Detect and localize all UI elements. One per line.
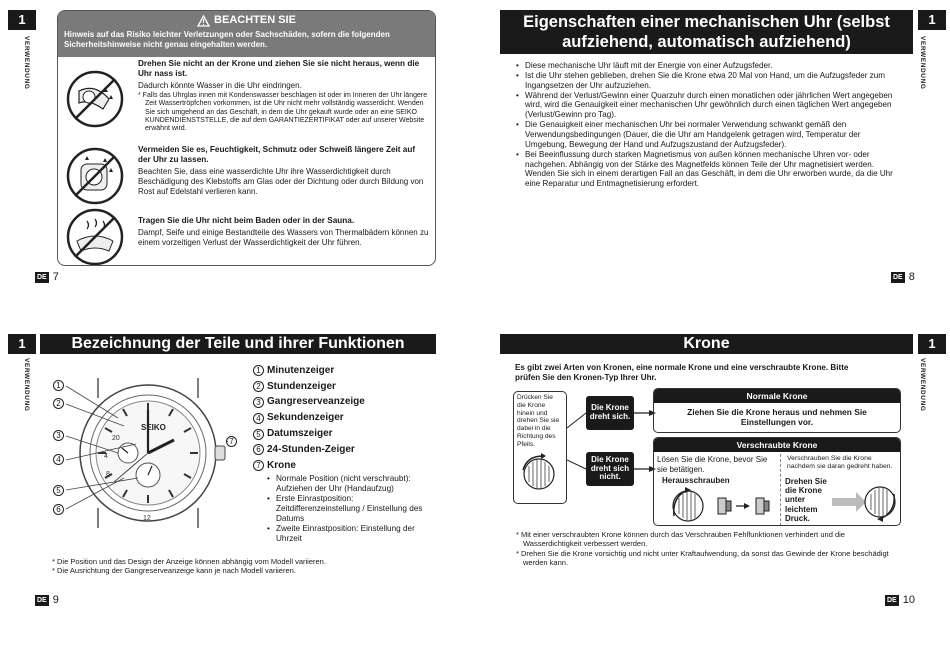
normal-crown-box bbox=[653, 388, 901, 433]
crown-turns-label: Die Krone dreht sich. bbox=[586, 396, 634, 430]
footnote: * Die Ausrichtung der Gangreserveanzeige kann je nach Modell variieren. bbox=[52, 566, 296, 576]
divider bbox=[780, 454, 781, 526]
page-number-8 bbox=[891, 271, 915, 284]
crown-rotate-icon bbox=[517, 452, 561, 492]
dial-number: 12 bbox=[143, 515, 151, 522]
page8-title: Eigenschaften einer mechanischen Uhr (selbst aufziehend, automatisch aufziehend) bbox=[500, 10, 913, 54]
callout-number: 5 bbox=[53, 485, 64, 496]
part-item bbox=[253, 458, 433, 474]
callout-number: 6 bbox=[53, 504, 64, 515]
callout-number: 2 bbox=[53, 398, 64, 409]
part-number: 2 bbox=[253, 381, 264, 392]
footnote: * Die Position und das Design der Anzeige können abhängig vom Modell variieren. bbox=[52, 557, 326, 566]
footnote: * Drehen Sie die Krone vorsichtig und nicht unter Kraftaufwendung, da sonst das Gewinde der Krone beschädigt werden kann. bbox=[516, 548, 889, 568]
dial-number: 20 bbox=[112, 435, 120, 442]
part-number: 7 bbox=[253, 460, 264, 471]
flow-arrows bbox=[567, 400, 657, 490]
watch-diagram bbox=[48, 378, 244, 528]
screw-label: Drehen Sie die Krone unter leichtem Druck. bbox=[785, 477, 827, 523]
side-label: VERWENDUNG bbox=[918, 358, 926, 412]
section-number: 1 bbox=[918, 10, 946, 30]
part-label: Datumszeiger bbox=[267, 427, 333, 439]
part-item bbox=[253, 442, 433, 458]
bullet-item: • Ist die Uhr stehen geblieben, drehen Sie die Krone etwa 20 Mal von Hand, um die Aufzugsfeder zum Ingangsetzen der Uhr aufzuziehen. bbox=[516, 71, 904, 91]
warning-item-heading: Drehen Sie nicht an der Krone und ziehen Sie sie nicht heraus, wenn die Uhr nass ist. bbox=[138, 59, 420, 78]
part-item bbox=[253, 426, 433, 442]
side-label: VERWENDUNG bbox=[918, 36, 926, 90]
sweat-icon bbox=[65, 146, 125, 206]
warning-box bbox=[57, 10, 436, 266]
crown-position-item: • Erste Einrastposition: Zeitdifferenzeinstellung / Einstellung des Datums bbox=[267, 494, 433, 524]
part-label: Sekundenzeiger bbox=[267, 412, 344, 424]
warning-item-text: Dampf, Seife und einige Bestandteile des Wassers von Thermalbädern können zu einem vorzeitigen Verlust der Wasserdichtigkeit der Uhr führen. bbox=[138, 228, 429, 247]
crown-position-item: • Zweite Einrastposition: Einstellung der Uhrzeit bbox=[267, 524, 433, 544]
crown-intro: Es gibt zwei Arten von Kronen, eine normale Krone und eine verschraubte Krone. Bitte prüfen Sie den Kronen-Typ Ihrer Uhr. bbox=[515, 363, 849, 382]
crown-position-list bbox=[253, 474, 433, 544]
crown-position-item: • Normale Position (nicht verschraubt): Aufziehen der Uhr (Handaufzug) bbox=[267, 474, 433, 494]
dial-brand: SEIKO bbox=[141, 423, 166, 432]
part-label: Krone bbox=[267, 459, 296, 471]
parts-list bbox=[253, 363, 433, 544]
screw-crown-box bbox=[653, 437, 901, 526]
part-item bbox=[253, 395, 433, 411]
part-label: Stundenzeiger bbox=[267, 380, 336, 392]
warning-title bbox=[64, 14, 429, 27]
callout-number: 3 bbox=[53, 430, 64, 441]
part-label: Minutenzeiger bbox=[267, 364, 335, 376]
side-label: VERWENDUNG bbox=[22, 358, 30, 412]
bath-icon bbox=[65, 207, 125, 266]
page-number-text: 7 bbox=[52, 271, 59, 283]
part-number: 3 bbox=[253, 397, 264, 408]
callout-number: 4 bbox=[53, 454, 64, 465]
warning-item-heading: Tragen Sie die Uhr nicht beim Baden oder in der Sauna. bbox=[138, 216, 355, 225]
normal-crown-title: Normale Krone bbox=[654, 389, 900, 403]
section-number: 1 bbox=[918, 334, 946, 354]
normal-crown-text: Ziehen Sie die Krone heraus und nehmen Sie Einstellungen vor. bbox=[687, 407, 867, 428]
wet-crown-icon bbox=[65, 69, 125, 129]
unscrew-label: Herausschrauben bbox=[662, 476, 730, 485]
dial-number: 4 bbox=[104, 453, 108, 460]
part-label: Gangreserveanzeige bbox=[267, 396, 365, 408]
warning-item-text: Dadurch könnte Wasser in die Uhr eindringen. bbox=[138, 81, 302, 90]
page10-footnotes bbox=[516, 530, 901, 568]
bullet-item: • Diese mechanische Uhr läuft mit der Energie von einer Aufzugsfeder. bbox=[516, 61, 904, 71]
page9-footnotes bbox=[52, 557, 432, 576]
unscrew-text: Lösen Sie die Krone, bevor Sie sie betätigen. bbox=[657, 455, 768, 474]
page-number-9 bbox=[35, 594, 59, 607]
language-badge: DE bbox=[887, 597, 897, 605]
screw-crown-icon bbox=[830, 480, 898, 524]
page-number-text: 10 bbox=[902, 594, 915, 606]
screw-text: Verschrauben Sie die Krone nachdem sie daran gedreht haben. bbox=[787, 455, 893, 471]
page10-title: Krone bbox=[500, 334, 913, 354]
warning-item-note: * Falls das Uhrglas innen mit Kondenswasser beschlagen ist oder im Inneren der Uhr längere Zeit Wassertröpfchen vorkommen, ist die Uhr nicht mehr vollständig wasserdicht. Wenden Sie sich umgehend an das Geschäft, in dem die Uhr gekauft wurde oder an eine SEIKO KUNDENDIENSTSTELLE, die auf dem GARANTIEZERTIFIKAT oder auf unserer Website erwähnt wird. bbox=[138, 91, 428, 133]
warning-item-bath bbox=[138, 216, 430, 248]
part-number: 5 bbox=[253, 429, 264, 440]
warning-triangle-icon bbox=[197, 15, 210, 27]
unscrew-crown-icon bbox=[670, 486, 776, 524]
bullet-item: • Bei Beeinflussung durch starken Magnetismus von außen können mechanische Uhren vor- oder nachgehen. Abhängig von der Stärke des Magnetfelds können Teile der Uhr magnetisiert werden. Wenden Sie sich in einem derartigen Fall an das Geschäft, in dem die Uhr erworben wurde, da die Uhr eine Reparatur und Entmagnetisierung erfordert. bbox=[516, 150, 904, 189]
page-number-10 bbox=[885, 594, 915, 607]
warning-title-text: BEACHTEN SIE bbox=[214, 14, 296, 26]
warning-header bbox=[58, 11, 435, 57]
language-badge: DE bbox=[37, 274, 47, 282]
callout-number: 1 bbox=[53, 380, 64, 391]
part-label: 24-Stunden-Zeiger bbox=[267, 443, 355, 455]
language-badge: DE bbox=[893, 274, 903, 282]
press-instruction-text: Drücken Sie die Krone hinein und drehen Sie sie dabei in die Richtung des Pfeils. bbox=[517, 394, 560, 448]
page9-title: Bezeichnung der Teile und ihrer Funktionen bbox=[40, 334, 436, 354]
warning-item-sweat bbox=[138, 145, 430, 196]
section-number: 1 bbox=[8, 334, 36, 354]
dial-number: 8 bbox=[106, 471, 110, 478]
crown-not-turns-label: Die Krone dreht sich nicht. bbox=[586, 452, 634, 486]
page8-bullet-list bbox=[516, 61, 904, 189]
part-item bbox=[253, 410, 433, 426]
part-number: 6 bbox=[253, 444, 264, 455]
bullet-item: • Die Genauigkeit einer mechanischen Uhr bei normaler Verwendung schwankt gemäß den Verwendungsbedingungen (Dauer, die die Uhr am Handgelenk getragen wird, Temperatur der Umgebung, Bewegung der Hand und Aufzugszustand der Aufzugsfeder). bbox=[516, 120, 904, 150]
part-number: 4 bbox=[253, 413, 264, 424]
side-label: VERWENDUNG bbox=[22, 36, 30, 90]
warning-item-wet-crown bbox=[138, 59, 430, 134]
screw-crown-title: Verschraubte Krone bbox=[654, 438, 900, 452]
warning-item-text: Beachten Sie, dass eine wasserdichte Uhr ihre Wasserdichtigkeit durch Beschädigung des Klebstoffs am Glas oder der Dichtung oder durch Bildung von Rost auf Edelstahl verlieren kann. bbox=[138, 167, 424, 196]
page-number-7 bbox=[35, 271, 59, 284]
callout-number: 7 bbox=[226, 436, 237, 447]
warning-item-heading: Vermeiden Sie es, Feuchtigkeit, Schmutz oder Schweiß längere Zeit auf der Uhr zu lassen. bbox=[138, 145, 416, 164]
press-instruction-box bbox=[513, 391, 567, 504]
part-number: 1 bbox=[253, 365, 264, 376]
page-number-text: 8 bbox=[908, 271, 915, 283]
footnote: * Mit einer verschraubten Krone können durch das Verschrauben Fehlfunktionen verhindert und die Wasserdichtigkeit verbessert werden. bbox=[516, 530, 845, 549]
part-item bbox=[253, 379, 433, 395]
section-number: 1 bbox=[8, 10, 36, 30]
language-badge: DE bbox=[37, 597, 47, 605]
warning-intro: Hinweis auf das Risiko leichter Verletzungen oder Sachschäden, sofern die folgenden Sicherheitshinweise nicht genau eingehalten werden. bbox=[64, 30, 390, 50]
bullet-item: • Während der Verlust/Gewinn einer Quarzuhr durch einen monatlichen oder jährlichen Wert angegeben wird, wird die Genauigkeit einer mechanischen Uhr gewöhnlich durch einen täglichen Wert angegeben (Verlust/Gewinn pro Tag). bbox=[516, 91, 904, 121]
part-item bbox=[253, 363, 433, 379]
page-number-text: 9 bbox=[52, 594, 59, 606]
